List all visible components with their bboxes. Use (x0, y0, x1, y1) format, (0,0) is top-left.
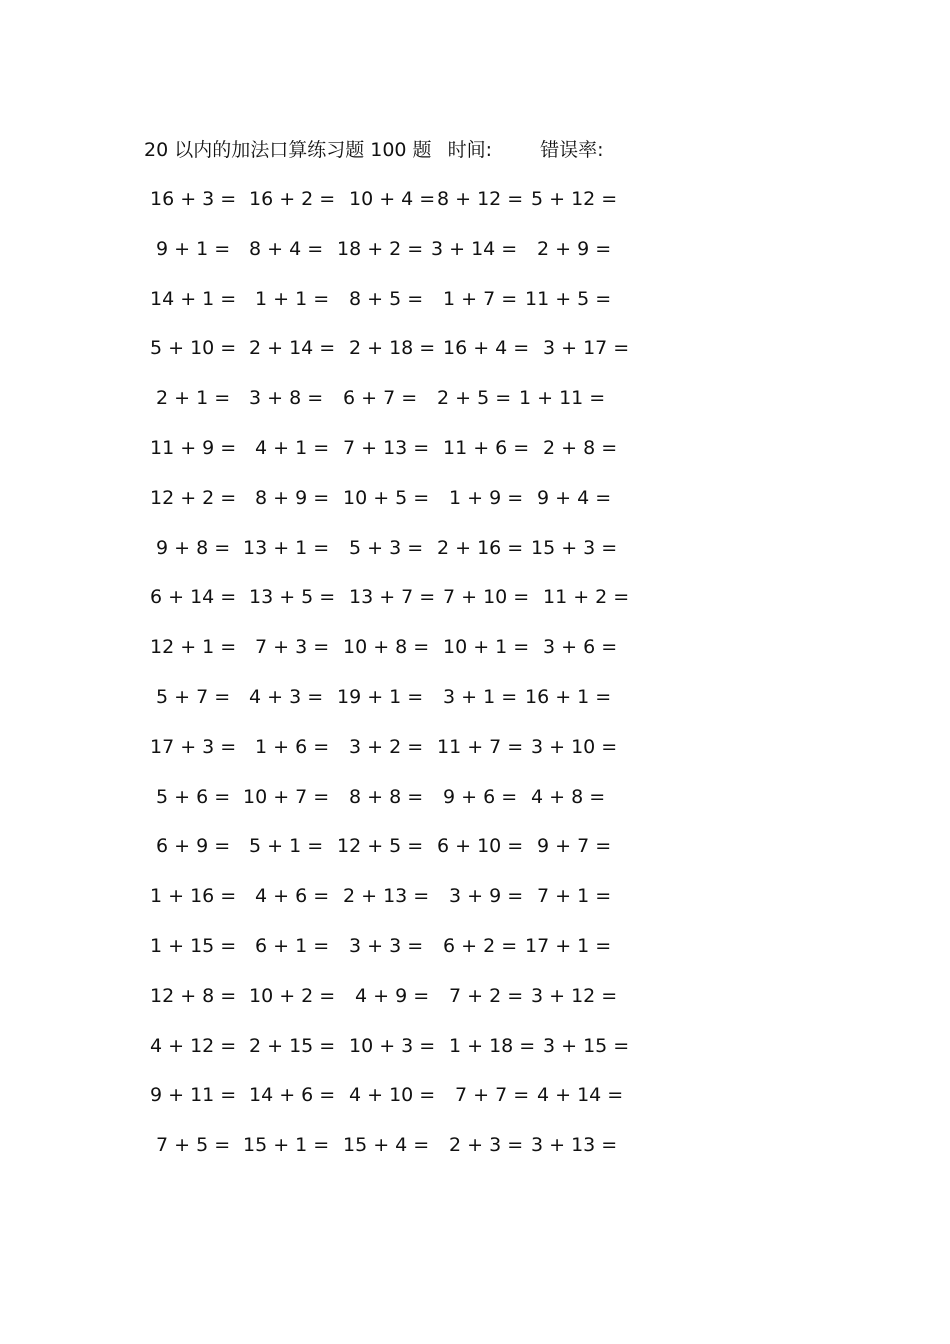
problem-item: 7 + 3 = (255, 636, 330, 659)
problem-item: 6 + 1 = (255, 934, 330, 957)
problem-item: 7 + 5 = (156, 1134, 231, 1157)
problem-item: 1 + 15 = (150, 934, 237, 957)
problem-item: 9 + 1 = (156, 237, 231, 260)
problem-item: 10 + 4 = (349, 188, 436, 210)
problem-item: 7 + 10 = (443, 586, 530, 609)
problem-item: 5 + 1 = (249, 835, 324, 858)
problem-item: 2 + 1 = (156, 387, 231, 410)
problem-item: 17 + 3 = (150, 735, 237, 758)
problem-row (0, 433, 950, 483)
problem-item: 14 + 1 = (150, 287, 237, 310)
problem-item: 13 + 7 = (349, 586, 436, 609)
problem-item: 4 + 3 = (249, 685, 324, 708)
problem-item: 11 + 7 = (437, 735, 524, 758)
problem-item: 5 + 10 = (150, 337, 237, 360)
problem-item: 14 + 6 = (249, 1084, 336, 1107)
problem-item: 16 + 2 = (249, 188, 336, 210)
problem-item: 3 + 9 = (449, 885, 524, 908)
problem-item: 6 + 9 = (156, 835, 231, 858)
problem-item: 2 + 9 = (537, 237, 612, 260)
problem-item: 7 + 13 = (343, 436, 430, 459)
worksheet-title: 20 以内的加法口算练习题 100 题 (144, 139, 432, 161)
problem-item: 3 + 12 = (531, 984, 618, 1007)
problem-item: 1 + 6 = (255, 735, 330, 758)
problem-row (0, 682, 950, 732)
problem-item: 8 + 9 = (255, 486, 330, 509)
problem-item: 7 + 2 = (449, 984, 524, 1007)
problem-item: 4 + 14 = (537, 1084, 624, 1107)
problem-item: 9 + 11 = (150, 1084, 237, 1107)
problem-item: 10 + 8 = (343, 636, 430, 659)
problem-item: 6 + 2 = (443, 934, 518, 957)
problem-item: 7 + 1 = (537, 885, 612, 908)
problem-row (0, 184, 950, 234)
problem-item: 12 + 5 = (337, 835, 424, 858)
problem-item: 19 + 1 = (337, 685, 424, 708)
problem-item: 3 + 3 = (349, 934, 424, 957)
problem-item: 8 + 4 = (249, 237, 324, 260)
problem-item: 10 + 1 = (443, 636, 530, 659)
problem-item: 15 + 3 = (531, 536, 618, 559)
problem-item: 18 + 2 = (337, 237, 424, 260)
problem-item: 2 + 5 = (437, 387, 512, 410)
problem-item: 9 + 8 = (156, 536, 231, 559)
problem-item: 8 + 12 = (437, 188, 524, 210)
problem-item: 2 + 3 = (449, 1134, 524, 1157)
problem-item: 7 + 7 = (455, 1084, 530, 1107)
problem-item: 5 + 12 = (531, 188, 618, 210)
problem-row (0, 1130, 950, 1180)
problem-row (0, 1080, 950, 1130)
error-rate-label: 错误率: (540, 139, 604, 161)
problem-item: 3 + 1 = (443, 685, 518, 708)
problem-item: 9 + 7 = (537, 835, 612, 858)
problem-item: 16 + 4 = (443, 337, 530, 360)
problem-item: 2 + 13 = (343, 885, 430, 908)
problem-row (0, 632, 950, 682)
problem-item: 9 + 4 = (537, 486, 612, 509)
problem-item: 3 + 14 = (431, 237, 518, 260)
problem-row (0, 483, 950, 533)
problem-item: 8 + 5 = (349, 287, 424, 310)
problem-row (0, 831, 950, 881)
problem-row (0, 284, 950, 334)
problem-item: 11 + 9 = (150, 436, 237, 459)
problem-item: 1 + 1 = (255, 287, 330, 310)
problem-item: 3 + 15 = (543, 1034, 630, 1057)
problem-item: 6 + 7 = (343, 387, 418, 410)
problem-item: 17 + 1 = (525, 934, 612, 957)
problem-item: 1 + 9 = (449, 486, 524, 509)
problem-item: 12 + 8 = (150, 984, 237, 1007)
problem-item: 11 + 6 = (443, 436, 530, 459)
problem-row (0, 383, 950, 433)
problem-item: 4 + 10 = (349, 1084, 436, 1107)
problem-item: 4 + 12 = (150, 1034, 237, 1057)
problem-item: 2 + 8 = (543, 436, 618, 459)
problem-item: 4 + 6 = (255, 885, 330, 908)
problem-item: 11 + 2 = (543, 586, 630, 609)
problem-item: 5 + 6 = (156, 785, 231, 808)
problem-item: 3 + 2 = (349, 735, 424, 758)
problem-item: 16 + 3 = (150, 188, 237, 210)
time-label: 时间: (447, 139, 493, 161)
problem-item: 12 + 1 = (150, 636, 237, 659)
problem-row (0, 931, 950, 981)
problem-item: 10 + 2 = (249, 984, 336, 1007)
problem-item: 4 + 8 = (531, 785, 606, 808)
problem-row (0, 981, 950, 1031)
problem-item: 12 + 2 = (150, 486, 237, 509)
problem-row (0, 732, 950, 782)
problem-item: 1 + 11 = (519, 387, 606, 410)
problem-item: 6 + 14 = (150, 586, 237, 609)
problem-item: 2 + 18 = (349, 337, 436, 360)
problem-item: 9 + 6 = (443, 785, 518, 808)
problem-row (0, 782, 950, 832)
problem-item: 5 + 7 = (156, 685, 231, 708)
worksheet-header (144, 138, 603, 162)
problem-item: 10 + 5 = (343, 486, 430, 509)
problem-item: 13 + 1 = (243, 536, 330, 559)
problem-item: 1 + 7 = (443, 287, 518, 310)
problem-item: 2 + 16 = (437, 536, 524, 559)
problem-item: 4 + 9 = (355, 984, 430, 1007)
problem-item: 11 + 5 = (525, 287, 612, 310)
problem-item: 3 + 8 = (249, 387, 324, 410)
problem-item: 10 + 7 = (243, 785, 330, 808)
problem-item: 1 + 16 = (150, 885, 237, 908)
problem-row (0, 333, 950, 383)
problem-item: 2 + 14 = (249, 337, 336, 360)
problem-row (0, 533, 950, 583)
problem-grid (0, 184, 950, 1180)
problem-item: 3 + 6 = (543, 636, 618, 659)
problem-row (0, 1031, 950, 1081)
problem-item: 13 + 5 = (249, 586, 336, 609)
problem-item: 15 + 4 = (343, 1134, 430, 1157)
problem-item: 10 + 3 = (349, 1034, 436, 1057)
problem-item: 1 + 18 = (449, 1034, 536, 1057)
problem-item: 4 + 1 = (255, 436, 330, 459)
problem-item: 8 + 8 = (349, 785, 424, 808)
problem-item: 3 + 10 = (531, 735, 618, 758)
problem-item: 3 + 17 = (543, 337, 630, 360)
problem-row (0, 881, 950, 931)
problem-item: 2 + 15 = (249, 1034, 336, 1057)
problem-item: 6 + 10 = (437, 835, 524, 858)
problem-item: 16 + 1 = (525, 685, 612, 708)
problem-row (0, 234, 950, 284)
problem-item: 3 + 13 = (531, 1134, 618, 1157)
problem-item: 15 + 1 = (243, 1134, 330, 1157)
problem-item: 5 + 3 = (349, 536, 424, 559)
problem-row (0, 582, 950, 632)
